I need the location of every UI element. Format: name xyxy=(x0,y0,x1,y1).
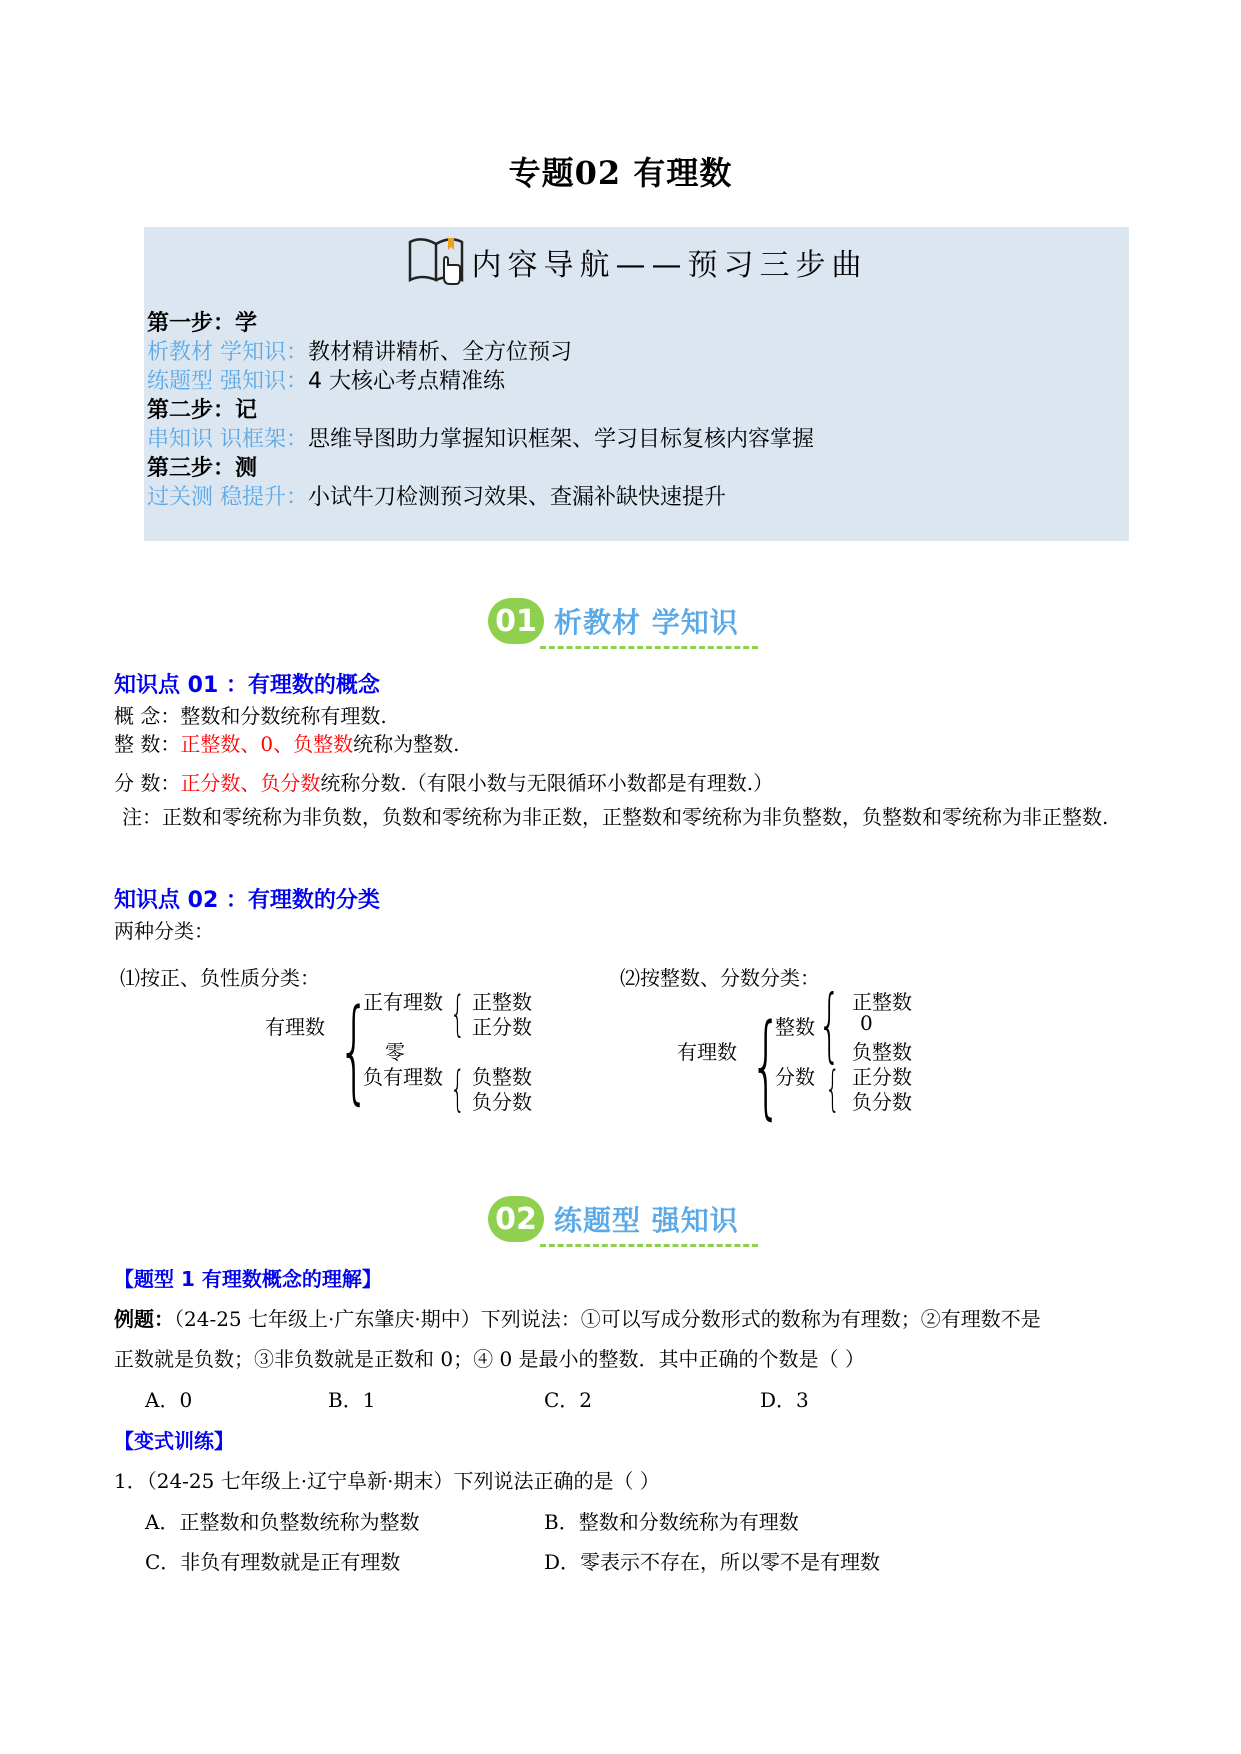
example-line-1: 例题：（24-25 七年级上·广东肇庆·期中）下列说法：①可以写成分数形式的数称为有理数；②有理数不是 xyxy=(114,1307,1041,1331)
example-line-2: 正数就是负数；③非负数就是正数和 0；④ 0 是最小的整数．其中正确的个数是（ ） xyxy=(114,1347,865,1371)
c1-positive-integer: 正整数 xyxy=(472,990,532,1014)
c2-integer-brace: { xyxy=(818,978,841,1071)
c2-negative-fraction: 负分数 xyxy=(852,1090,912,1114)
c1-positive-brace: { xyxy=(450,986,466,1042)
nav-line-test: 过关测 稳提升：小试牛刀检测预习效果、查漏补缺快速提升 xyxy=(147,485,727,510)
question-1: 1．（24-25 七年级上·辽宁阜新·期末）下列说法正确的是（ ） xyxy=(114,1469,660,1493)
section-01-underline xyxy=(540,646,758,649)
kp2-heading: 知识点 02 ：有理数的分类 xyxy=(114,888,380,913)
c1-positive: 正有理数 xyxy=(363,990,443,1014)
kp1-note: 注：正数和零统称为非负数，负数和零统称为非正数，正整数和零统称为非负整数，负整数和零统称为非正整数. xyxy=(122,805,1109,829)
section-02-badge xyxy=(488,1196,739,1242)
kp1-fraction: 分 数：正分数、负分数统称分数.（有限小数与无限循环小数都是有理数.） xyxy=(114,771,774,795)
book-icon xyxy=(406,232,468,292)
kp1-concept: 概 念：整数和分数统称有理数. xyxy=(114,704,387,728)
variant-training-heading: 【变式训练】 xyxy=(114,1429,234,1453)
example-option-b: B．1 xyxy=(328,1388,376,1412)
nav-step-3: 第三步：测 xyxy=(147,456,258,481)
kp1-integer: 整 数：正整数、0、负整数统称为整数. xyxy=(114,732,460,756)
c1-negative: 负有理数 xyxy=(363,1065,443,1089)
classification-2-caption: ⑵按整数、分数分类： xyxy=(620,966,820,990)
c2-integer: 整数 xyxy=(775,1015,815,1039)
c2-fraction: 分数 xyxy=(775,1065,815,1089)
nav-line-practice: 练题型 强知识：4 大核心考点精准练 xyxy=(147,369,505,394)
nav-line-study: 析教材 学知识：教材精讲精析、全方位预习 xyxy=(147,340,573,365)
section-02-underline xyxy=(540,1244,758,1247)
page-title: 专题02 有理数 xyxy=(508,154,733,192)
q1-option-b: B．整数和分数统称为有理数 xyxy=(544,1510,799,1534)
c1-negative-brace: { xyxy=(450,1061,466,1117)
nav-heading xyxy=(144,230,1129,294)
section-02-number: 02 xyxy=(488,1196,544,1242)
section-01-badge xyxy=(488,598,739,644)
c2-positive-fraction: 正分数 xyxy=(852,1065,912,1089)
c2-zero: 0 xyxy=(860,1011,873,1035)
c2-negative-integer: 负整数 xyxy=(852,1040,912,1064)
c2-root: 有理数 xyxy=(677,1040,737,1064)
c2-fraction-brace: { xyxy=(825,1061,841,1117)
question-type-1-heading: 【题型 1 有理数概念的理解】 xyxy=(114,1267,382,1291)
c2-main-brace: { xyxy=(750,1001,783,1131)
nav-step-1: 第一步：学 xyxy=(147,311,258,336)
c1-negative-fraction: 负分数 xyxy=(472,1090,532,1114)
section-01-number: 01 xyxy=(488,598,544,644)
example-option-c: C．2 xyxy=(544,1388,593,1412)
kp1-heading: 知识点 01 ：有理数的概念 xyxy=(114,673,380,698)
example-option-d: D．3 xyxy=(760,1388,809,1412)
c1-negative-integer: 负整数 xyxy=(472,1065,532,1089)
nav-step-2: 第二步：记 xyxy=(147,398,258,423)
q1-option-d: D．零表示不存在，所以零不是有理数 xyxy=(544,1550,881,1574)
kp2-intro: 两种分类： xyxy=(114,919,214,943)
classification-1-caption: ⑴按正、负性质分类： xyxy=(120,966,320,990)
c1-zero: 零 xyxy=(385,1040,405,1064)
c2-positive-integer: 正整数 xyxy=(852,990,912,1014)
example-option-a: A．0 xyxy=(145,1388,193,1412)
section-02-title: 练题型 强知识 xyxy=(554,1204,739,1237)
c1-root: 有理数 xyxy=(265,1015,325,1039)
q1-option-a: A．正整数和负整数统称为整数 xyxy=(145,1510,420,1534)
c1-main-brace: { xyxy=(338,986,371,1116)
q1-option-c: C．非负有理数就是正有理数 xyxy=(145,1550,401,1574)
nav-line-framework: 串知识 识框架：思维导图助力掌握知识框架、学习目标复核内容掌握 xyxy=(147,427,815,452)
nav-heading-text: 内容导航——预习三步曲 xyxy=(471,248,868,283)
section-01-title: 析教材 学知识 xyxy=(554,606,739,639)
c1-positive-fraction: 正分数 xyxy=(472,1015,532,1039)
